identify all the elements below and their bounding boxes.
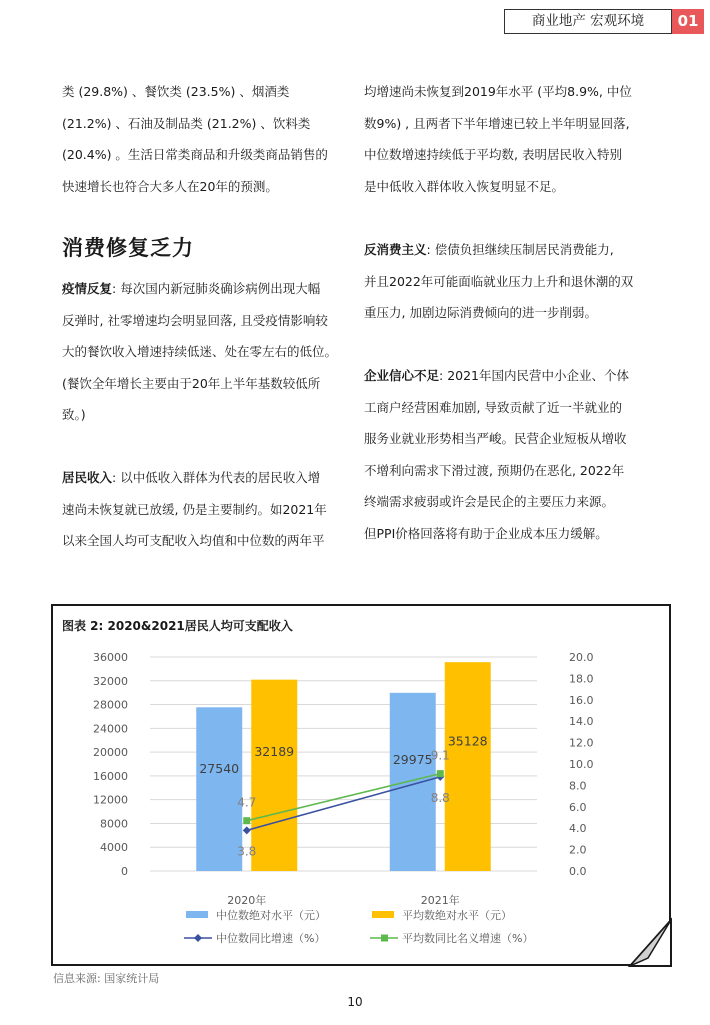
text-line: 中位数增速持续低于平均数, 表明居民收入特别 [364, 147, 622, 162]
chart-title: 图表 2: 2020&2021居民人均可支配收入 [62, 619, 293, 633]
header-title: 商业地产 宏观环境 [504, 9, 672, 34]
text-line: 并且2022年可能面临就业压力上升和退休潮的双 [364, 273, 634, 289]
y-left-tick-label: 4000 [100, 841, 128, 855]
y-left-tick-label: 0 [121, 865, 128, 878]
text-line: 大的餐饮收入增速持续低迷、处在零左右的低位。 [62, 344, 338, 359]
header-number: 01 [672, 9, 704, 34]
text-line: 但PPI价格回落将有助于企业成本压力缓解。 [364, 525, 608, 541]
text-line: 快速增长也符合大多人在20年的预测。 [62, 178, 278, 194]
y-left-tick-label: 24000 [93, 722, 128, 736]
bar-layer [196, 662, 491, 871]
text-line-rest: : 以中低收入群体为代表的居民收入增 [112, 470, 321, 485]
y-right-tick-label: 18.0 [569, 672, 594, 686]
bar-data-label: 32189 [254, 744, 295, 760]
y-left-tick-label: 32000 [93, 674, 128, 688]
text-line: 类 (29.8%) 、餐饮类 (23.5%) 、烟酒类 [62, 84, 290, 99]
paragraph-label: 疫情反复 [62, 281, 113, 296]
text-line-rest: : 2021年国内民营中小企业、个体 [439, 368, 630, 383]
text-line: (餐饮全年增长主要由于20年上半年基数较低所 [62, 375, 321, 391]
y-left-tick-label: 28000 [93, 698, 128, 712]
legend-marker [194, 934, 202, 942]
line-data-label: 9.1 [430, 748, 450, 763]
text-line: 是中低收入群体收入恢复明显不足。 [364, 178, 565, 194]
x-category-label: 2020年 [227, 894, 267, 907]
y-right-tick-label: 12.0 [569, 736, 594, 750]
text-line: (21.2%) 、石油及制品类 (21.2%) 、饮料类 [62, 115, 311, 131]
text-line: 以来全国人均可支配收入均值和中位数的两年平 [62, 533, 325, 548]
y-left-tick-label: 8000 [100, 817, 128, 831]
text-line: 均增速尚未恢复到2019年水平 (平均8.9%, 中位 [364, 84, 632, 99]
text-line: 工商户经营困难加剧, 导致贡献了近一半就业的 [364, 399, 622, 415]
bar-data-label: 35128 [447, 733, 488, 749]
y-right-tick-label: 20.0 [569, 651, 594, 664]
y-right-tick-label: 8.0 [569, 779, 587, 793]
paragraph-label: 企业信心不足 [364, 368, 440, 383]
text-line: (20.4%) 。生活日常类商品和升级类商品销售的 [62, 147, 328, 162]
legend-swatch [372, 911, 394, 918]
legend-label: 中位数绝对水平（元） [216, 909, 326, 922]
label-layer [93, 651, 594, 907]
source-note: 信息来源: 国家统计局 [53, 972, 160, 985]
legend-label: 平均数同比名义增速（%） [402, 932, 534, 945]
y-right-tick-label: 0.0 [569, 865, 587, 878]
text-line-rest: : 偿债负担继续压制居民消费能力, [426, 242, 614, 257]
y-right-tick-label: 10.0 [569, 758, 594, 771]
legend-marker [381, 935, 388, 942]
text-line: 速尚未恢复就已放缓, 仍是主要制约。如2021年 [62, 501, 327, 517]
y-right-tick-label: 2.0 [569, 843, 587, 857]
y-left-tick-label: 20000 [93, 746, 128, 760]
line-data-label: 3.8 [237, 844, 257, 859]
bar-data-label: 29975 [392, 752, 433, 768]
legend-label: 平均数绝对水平（元） [402, 909, 512, 922]
y-left-tick-label: 16000 [93, 769, 128, 783]
bar [196, 707, 242, 871]
bar [251, 680, 297, 871]
line-point [243, 817, 250, 824]
line-point [243, 826, 251, 834]
section-heading: 消费修复乏力 [62, 236, 194, 260]
line-point [437, 770, 444, 777]
paragraph-label: 反消费主义 [364, 242, 427, 257]
y-right-tick-label: 4.0 [569, 822, 587, 836]
legend-layer [184, 908, 533, 945]
bar [390, 693, 436, 871]
y-left-tick-label: 36000 [93, 651, 128, 664]
text-line: 致。) [62, 407, 86, 422]
paragraph-label: 居民收入 [62, 470, 113, 485]
text-line: 重压力, 加剧边际消费倾向的进一步削弱。 [364, 305, 597, 320]
text-line: 数9%) , 且两者下半年增速已较上半年明显回落, [364, 115, 630, 131]
text-line: 终端需求疲弱或许会是民企的主要压力来源。 [364, 494, 615, 509]
legend-swatch [186, 911, 208, 918]
bar [445, 662, 491, 871]
page-number: 10 [347, 995, 363, 1009]
text-line: 服务业就业形势相当严峻。民营企业短板从增收 [364, 431, 627, 446]
y-left-tick-label: 12000 [93, 793, 128, 807]
bar-data-label: 27540 [199, 760, 240, 776]
text-line-rest: : 每次国内新冠肺炎确诊病例出现大幅 [112, 281, 321, 296]
y-right-tick-label: 6.0 [569, 800, 587, 814]
text-line: 不增利向需求下滑过渡, 预期仍在恶化, 2022年 [364, 462, 625, 478]
y-right-tick-label: 14.0 [569, 715, 594, 729]
line-data-label: 8.8 [430, 790, 450, 805]
text-line: 反弹时, 社零增速均会明显回落, 且受疫情影响较 [62, 312, 328, 328]
y-right-tick-label: 16.0 [569, 693, 594, 707]
line-data-label: 4.7 [237, 795, 257, 810]
legend-label: 中位数同比增速（%） [216, 932, 326, 945]
x-category-label: 2021年 [420, 894, 460, 907]
